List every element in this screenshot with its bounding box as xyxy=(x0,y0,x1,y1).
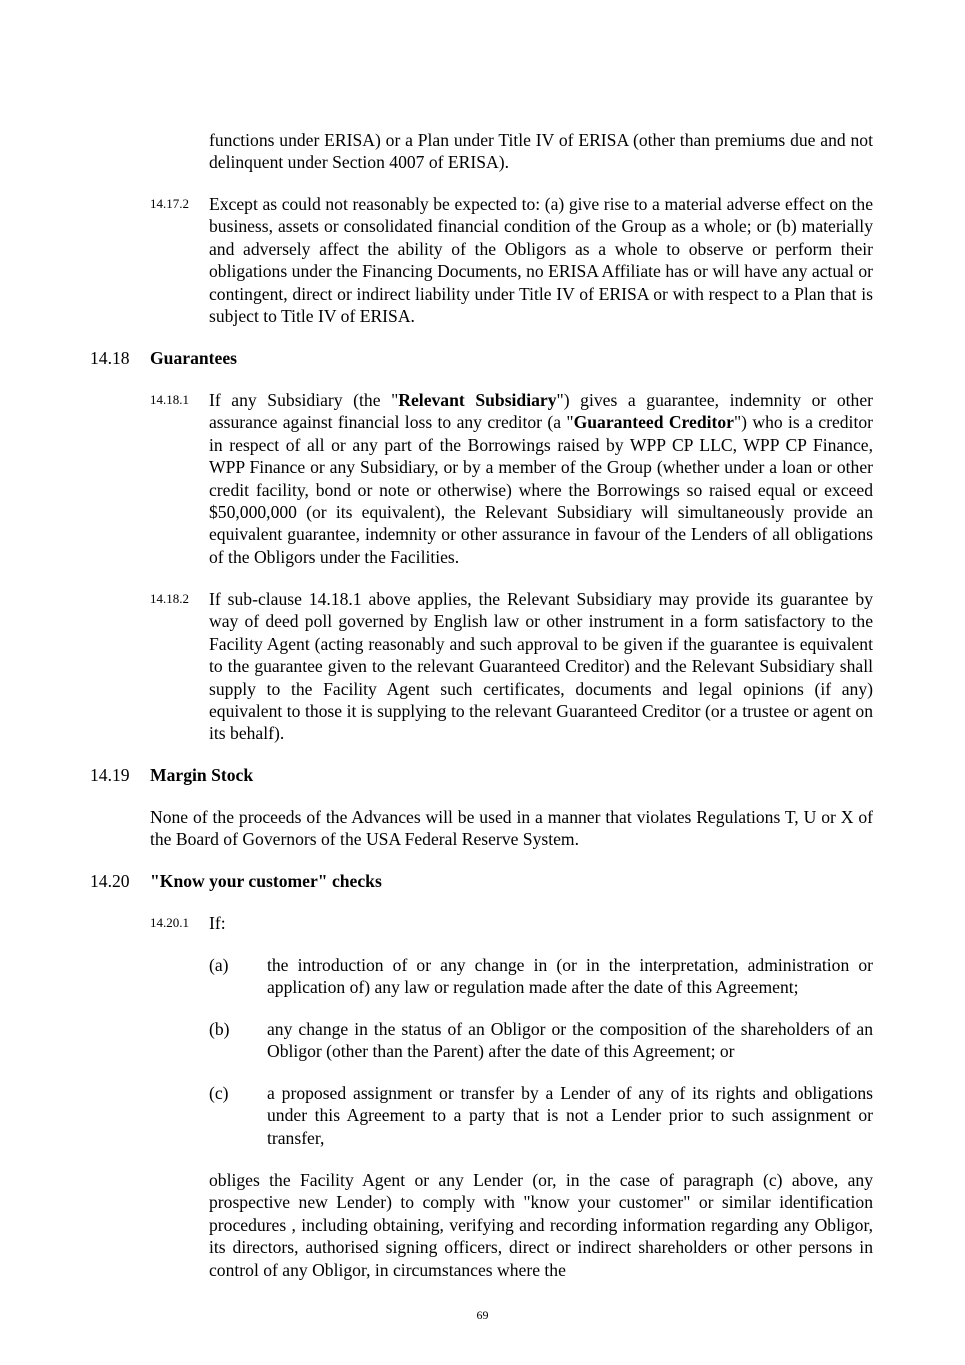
clause-number-14-18-2: 14.18.2 xyxy=(150,591,189,606)
item-label-b: (b) xyxy=(209,1019,230,1039)
item-a-text: the introduction of or any change in (or in the interpretation, administration or application of) any law or regulation made after the date of this Agreement; xyxy=(267,955,873,998)
clause-number-14-20-1: 14.20.1 xyxy=(150,915,189,930)
clause-14-20-1-lead: If: xyxy=(209,913,226,933)
section-number-14-20: 14.20 xyxy=(90,871,130,891)
section-heading-guarantees: Guarantees xyxy=(150,348,237,368)
defined-term-relevant-subsidiary: Relevant Subsidiary xyxy=(398,390,557,410)
section-heading-margin-stock: Margin Stock xyxy=(150,765,254,785)
item-b-text: any change in the status of an Obligor or the composition of the shareholders of an Obligor (other than the Parent) after the date of this Agreement; or xyxy=(267,1019,873,1062)
item-label-c: (c) xyxy=(209,1083,229,1103)
clause-14-20-1-tail: obliges the Facility Agent or any Lender (or, in the case of paragraph (c) above, any prospective new Lender) to comply with "know your customer" or similar identification procedures , including obtaining, verifying and recording information regarding any Obligor, its directors, authorised signing officers, direct or indirect shareholders or other persons in control of any Obligor, in circumstances where the xyxy=(209,1170,873,1280)
page-number: 69 xyxy=(476,1308,489,1322)
section-number-14-18: 14.18 xyxy=(90,348,130,368)
clause-number-14-17-2: 14.17.2 xyxy=(150,196,189,211)
clause-number-14-18-1: 14.18.1 xyxy=(150,392,189,407)
clause-14-18-1-text: If any Subsidiary (the "Relevant Subsidiary") gives a guarantee, indemnity or other assurance against financial loss to any creditor (a "Guaranteed Creditor") who is a creditor in respect of all or any part of the Borrowings raised by WPP CP LLC, WPP CP Finance, WPP Finance or any Subsidiary, or by a member of the Group (whether under a loan or other credit facility, bond or note or otherwise) where the Borrowings so raised equal or exceed $50,000,000 (or its equivalent), the Relevant Subsidiary will simultaneously provide an equivalent guarantee, indemnity or other assurance in favour of the Lenders of all obligations of the Obligors under the Facilities. xyxy=(209,390,873,567)
item-label-a: (a) xyxy=(209,955,229,975)
clause-14-17-2-text: Except as could not reasonably be expected to: (a) give rise to a material adverse effect on the business, assets or consolidated financial condition of the Group as a whole; or (b) materially and adversely affect the ability of the Obligors as a whole to observe or perform their obligations under the Financing Documents, no ERISA Affiliate has or will have any actual or contingent, direct or indirect liability under Title IV of ERISA or with respect to a Plan that is subject to Title IV of ERISA. xyxy=(209,194,873,327)
continuation-paragraph: functions under ERISA) or a Plan under Title IV of ERISA (other than premiums due and not delinquent under Section 4007 of ERISA). xyxy=(209,130,873,173)
defined-term-guaranteed-creditor: Guaranteed Creditor xyxy=(573,412,734,433)
section-number-14-19: 14.19 xyxy=(90,765,130,785)
section-14-19-text: None of the proceeds of the Advances will be used in a manner that violates Regulations T, U or X of the Board of Governors of the USA Federal Reserve System. xyxy=(150,807,873,850)
item-c-text: a proposed assignment or transfer by a Lender of any of its rights and obligations under this Agreement to a party that is not a Lender prior to such assignment or transfer, xyxy=(267,1083,873,1148)
clause-14-18-2-text: If sub-clause 14.18.1 above applies, the Relevant Subsidiary may provide its guarantee by way of deed poll governed by English law or other instrument in a form satisfactory to the Facility Agent (acting reasonably and such approval to be given if the guarantee is equivalent to the guarantee given to the relevant Guaranteed Creditor) and the Relevant Subsidiary shall supply to the Facility Agent such certificates, documents and legal opinions (if any) equivalent to those it is supplying to the relevant Guaranteed Creditor (or a trustee or agent on its behalf). xyxy=(209,589,873,744)
section-heading-know-your-customer: "Know your customer" checks xyxy=(150,871,382,891)
